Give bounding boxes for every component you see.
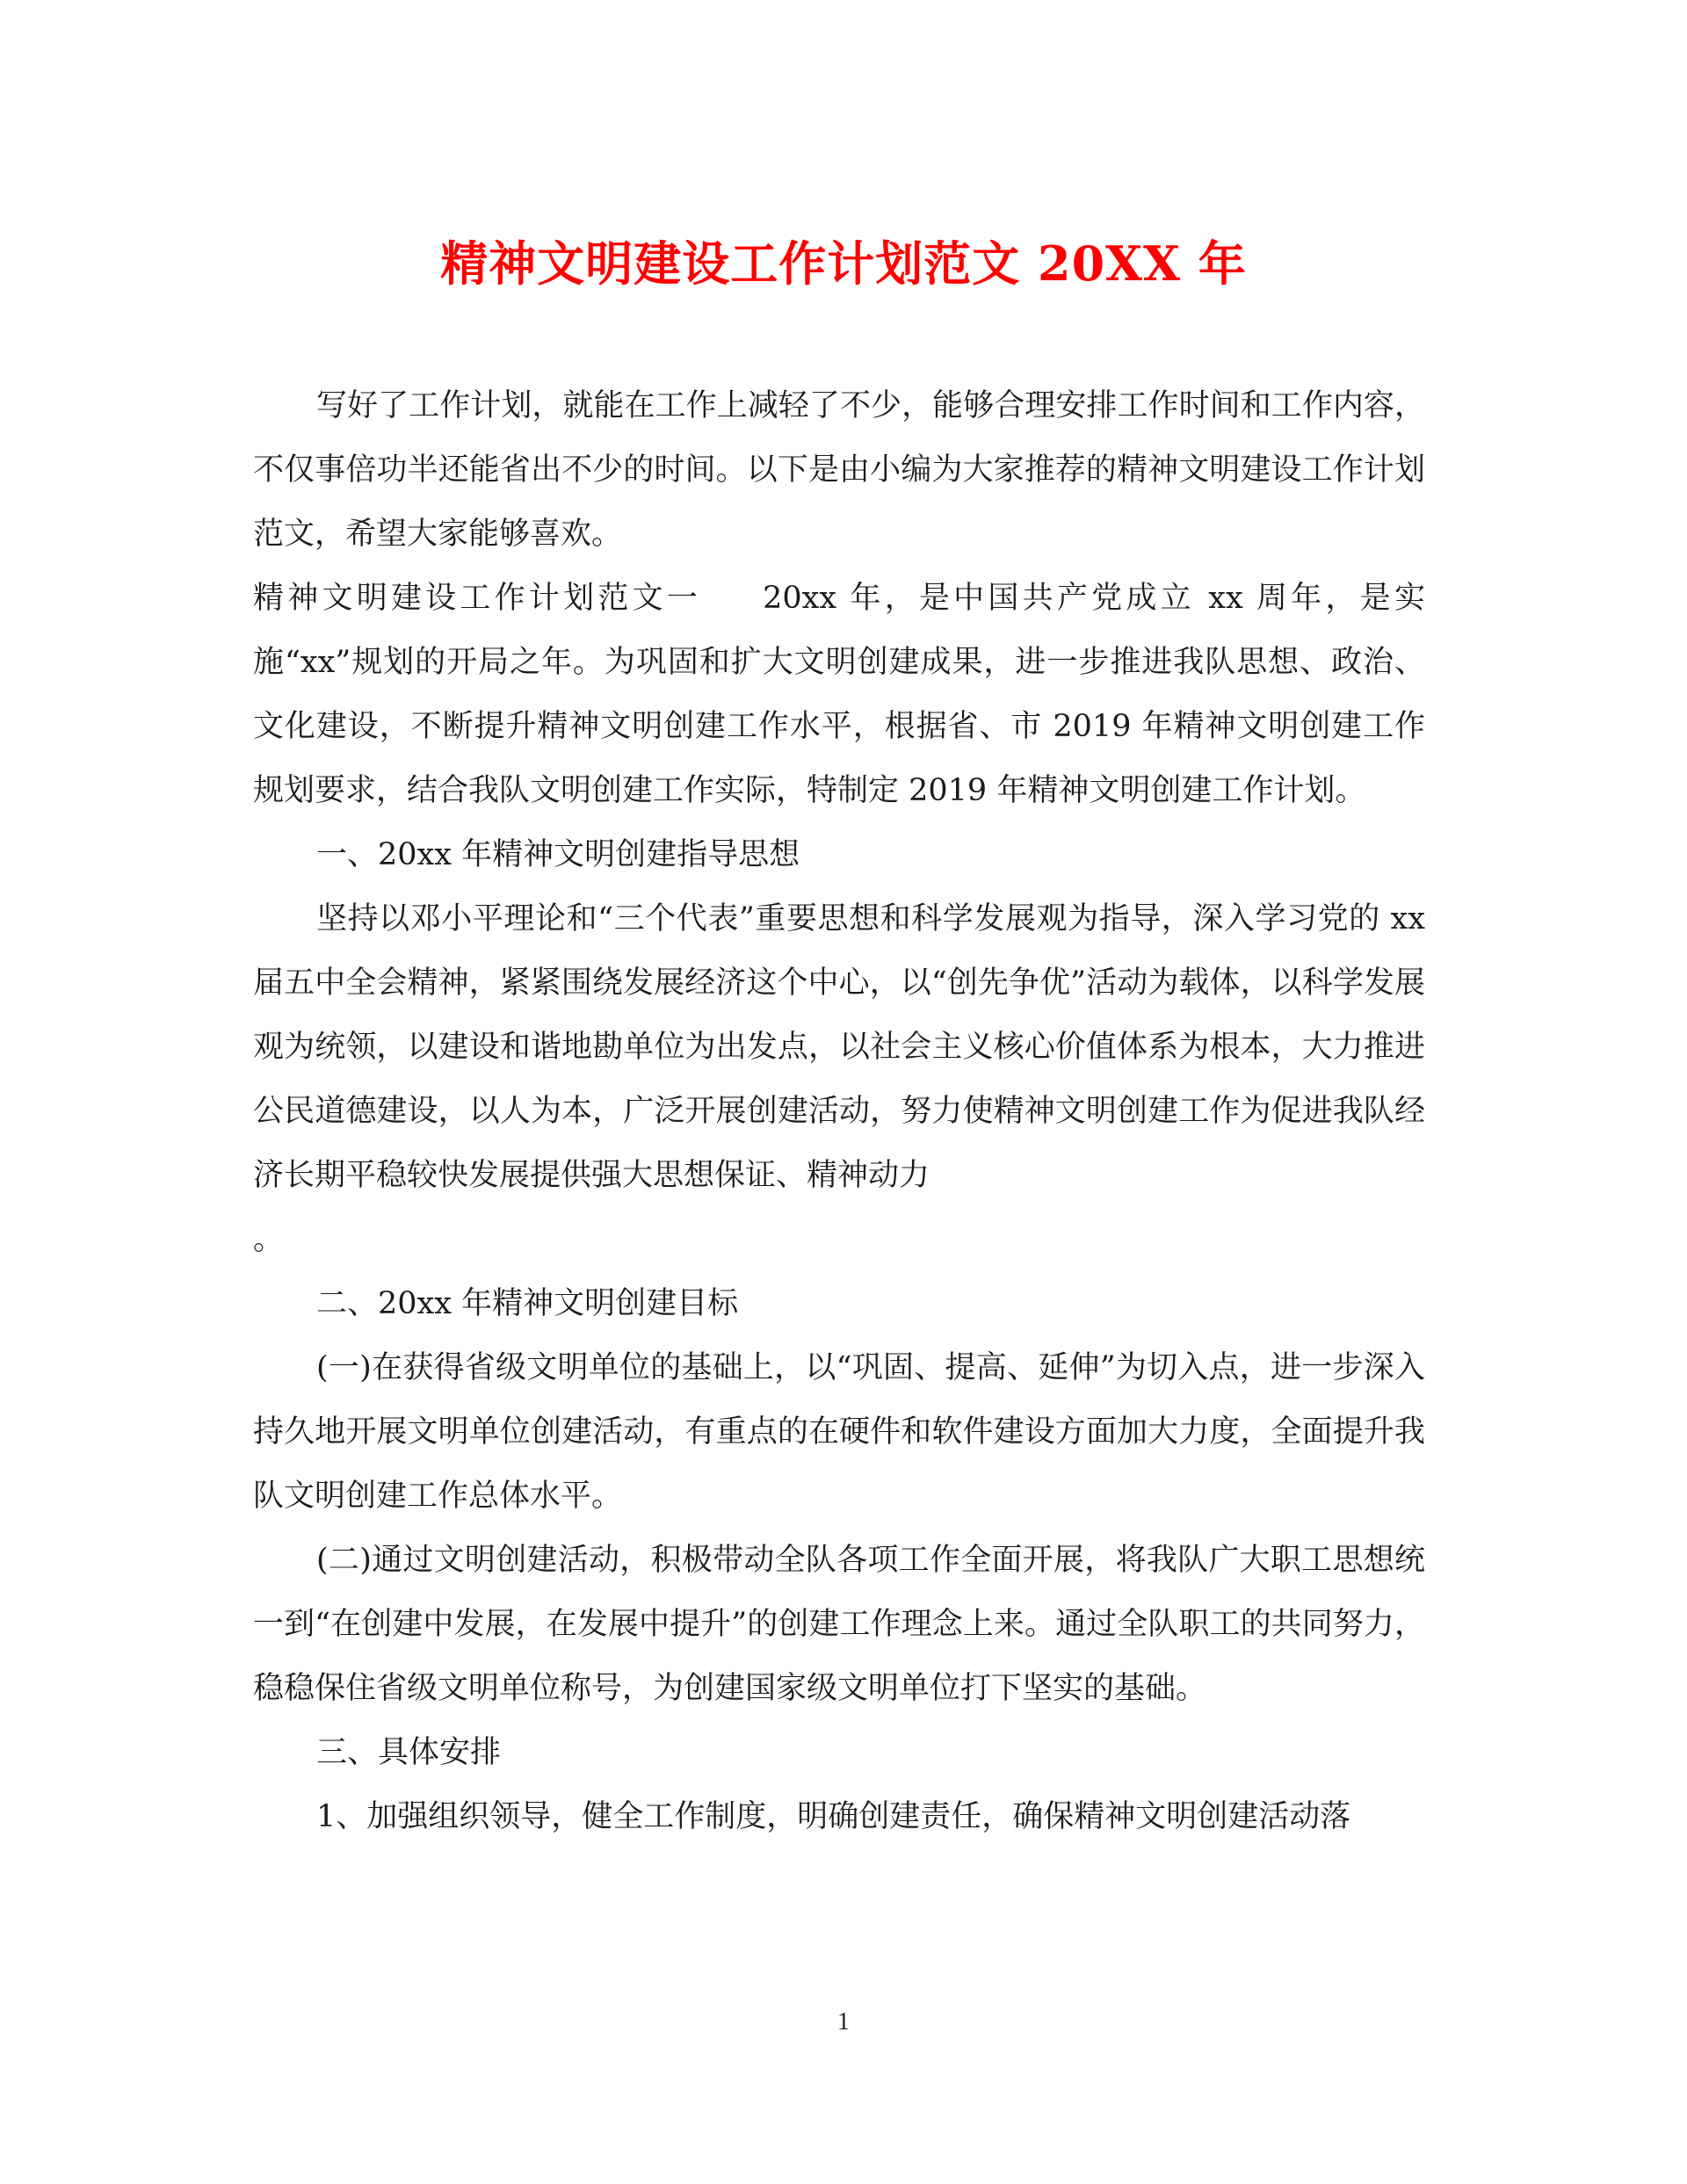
- sample-one-paragraph: [253, 567, 1425, 823]
- sample-one-text: 20xx 年，是中国共产党成立 xx 周年，是实施“xx”规划的开局之年。为巩固和扩大文明创建成果，进一步推进我队思想、政治、文化建设，不断提升精神文明创建工作水平，根据省、市 2019 年精神文明创建工作规划要求，结合我队文明创建工作实际，特制定 2019 年精神文明创建工作计划。: [253, 581, 1425, 808]
- intro-paragraph: 写好了工作计划，就能在工作上减轻了不少，能够合理安排工作时间和工作内容，不仅事倍功半还能省出不少的时间。以下是由小编为大家推荐的精神文明建设工作计划范文，希望大家能够喜欢。: [253, 388, 1425, 552]
- stray-period: 。: [253, 1222, 285, 1257]
- guiding-ideology-paragraph: 坚持以邓小平理论和“三个代表”重要思想和科学发展观为指导，深入学习党的 xx 届五中全会精神，紧紧围绕发展经济这个中心，以“创先争优”活动为载体，以科学发展观为统领，以建设和谐地勘单位为出发点，以社会主义核心价值体系为根本，大力推进公民道德建设，以人为本，广泛开展创建活动，努力使精神文明创建工作为促进我队经济长期平稳较快发展提供强大思想保证、精神动力: [253, 901, 1425, 1193]
- page-number: 1: [837, 2008, 850, 2036]
- section-heading-arrangements: 三、具体安排: [316, 1735, 502, 1770]
- section-heading-guiding-ideology: 一、20xx 年精神文明创建指导思想: [316, 837, 800, 872]
- document-title: 精神文明建设工作计划范文 20XX 年: [440, 235, 1247, 292]
- arrangement-one-paragraph: 1、加强组织领导，健全工作制度，明确创建责任，确保精神文明创建活动落: [316, 1799, 1351, 1834]
- document-body: [253, 374, 1425, 1849]
- section-heading-goals: 二、20xx 年精神文明创建目标: [316, 1286, 739, 1321]
- goal-two-paragraph: (二)通过文明创建活动，积极带动全队各项工作全面开展，将我队广大职工思想统一到“在创建中发展，在发展中提升”的创建工作理念上来。通过全队职工的共同努力，稳稳保住省级文明单位称号，为创建国家级文明单位打下坚实的基础。: [253, 1543, 1425, 1706]
- sample-one-lead: 精神文明建设工作计划范文一: [253, 581, 702, 616]
- goal-one-paragraph: (一)在获得省级文明单位的基础上，以“巩固、提高、延伸”为切入点，进一步深入持久地开展文明单位创建活动，有重点的在硬件和软件建设方面加大力度，全面提升我队文明创建工作总体水平。: [253, 1350, 1425, 1514]
